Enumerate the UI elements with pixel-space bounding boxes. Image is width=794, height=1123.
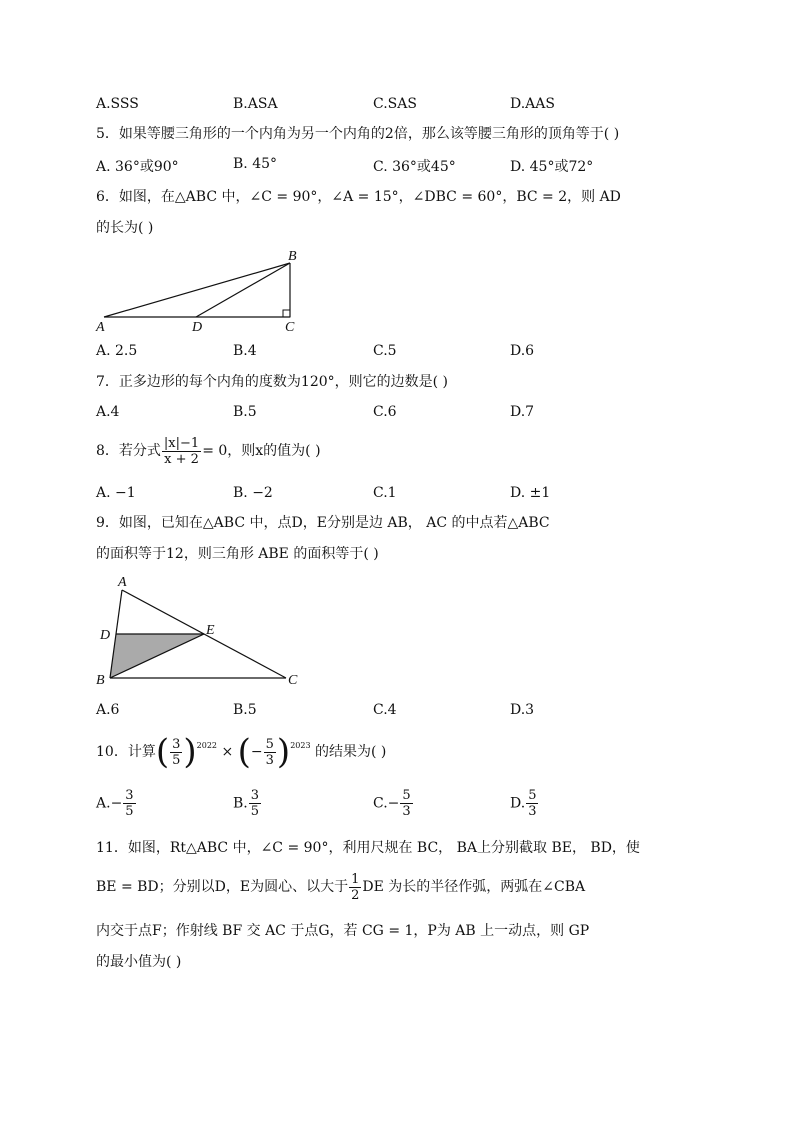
q8-option-b[interactable]: B. −2 xyxy=(233,485,273,501)
q11-half-denominator: 2 xyxy=(351,887,360,903)
q7-options xyxy=(96,404,696,426)
q5-option-a[interactable]: A. 36°或90° xyxy=(96,159,179,175)
q10-option-a-sign: − xyxy=(110,795,123,812)
q4-option-b[interactable]: B.ASA xyxy=(233,96,278,112)
q7-option-a[interactable]: A.4 xyxy=(96,404,120,420)
q10-option-a-label: A. xyxy=(96,795,111,812)
q9-option-d[interactable]: D.3 xyxy=(510,702,535,718)
q11-half-fraction xyxy=(349,872,361,903)
q5-option-b[interactable]: B. 45° xyxy=(233,156,278,172)
q10-f1-denominator: 5 xyxy=(172,752,181,768)
q10-option-b-num: 3 xyxy=(250,788,260,803)
q6-figure xyxy=(90,245,310,337)
q8-option-d[interactable]: D. ±1 xyxy=(510,485,551,501)
q9-label-c: C xyxy=(288,673,298,688)
q4-option-a[interactable]: A.SSS xyxy=(96,96,139,112)
q9-label-e: E xyxy=(206,623,215,638)
q11-line2-suffix: DE 为长的半径作弧，两弧在∠CBA xyxy=(362,879,586,895)
q9-option-c[interactable]: C.4 xyxy=(373,702,397,718)
q7-option-b[interactable]: B.5 xyxy=(233,404,257,420)
q9-label-b: B xyxy=(96,673,105,688)
q6-option-b[interactable]: B.4 xyxy=(233,343,257,359)
q10-options xyxy=(96,788,696,824)
q8-frac-numerator: |x|−1 xyxy=(163,435,200,451)
q5-options xyxy=(96,156,696,178)
q6-stem-line1: 6．如图，在△ABC 中，∠C = 90°，∠A = 15°，∠DBC = 60°，BC = 2，则 AD xyxy=(96,189,621,205)
q6-option-d[interactable]: D.6 xyxy=(510,343,535,359)
q8-option-c[interactable]: C.1 xyxy=(373,485,397,501)
q10-option-d-den: 3 xyxy=(528,804,537,819)
q10-exponent-2: 2023 xyxy=(290,741,311,750)
q10-option-d-fraction xyxy=(526,788,538,819)
q11-line3: 内交于点F；作射线 BF 交 AC 于点G，若 CG = 1，P为 AB 上一动点，则 GP xyxy=(96,923,590,939)
q7-option-c[interactable]: C.6 xyxy=(373,404,397,420)
q11-line2 xyxy=(96,869,585,907)
q10-stem xyxy=(96,732,386,774)
q10-f2-numerator: 5 xyxy=(265,736,274,752)
q5-stem: 5．如果等腰三角形的一个内角为另一个内角的2倍，那么该等腰三角形的顶角等于( ) xyxy=(96,126,620,142)
q11-half-numerator: 1 xyxy=(351,871,360,887)
q6-label-b: B xyxy=(288,249,297,264)
q9-stem-line1: 9．如图，已知在△ABC 中，点D，E分别是边 AB， AC 的中点若△ABC xyxy=(96,515,550,531)
q9-options xyxy=(96,702,696,724)
q10-option-c-num: 5 xyxy=(402,788,411,803)
q4-option-d[interactable]: D.AAS xyxy=(510,96,555,112)
q10-f1-numerator: 3 xyxy=(172,736,181,752)
q10-option-c-sign: − xyxy=(387,795,400,812)
q9-figure xyxy=(90,572,310,692)
q7-stem: 7．正多边形的每个内角的度数为120°，则它的边数是( ) xyxy=(96,374,449,390)
q10-option-a-den: 5 xyxy=(125,804,134,819)
q10-paren-open-1: ( xyxy=(155,732,170,772)
q10-option-c-den: 3 xyxy=(402,804,411,819)
q10-times: × xyxy=(221,744,234,760)
q10-f2-denominator: 3 xyxy=(265,752,274,768)
q10-fraction-1 xyxy=(170,737,182,768)
q8-frac-denominator: x + 2 xyxy=(164,451,199,467)
q10-option-d-label: D. xyxy=(510,795,526,812)
q9-option-b[interactable]: B.5 xyxy=(233,702,257,718)
q11-line2-prefix: BE = BD；分别以D，E为圆心、以大于 xyxy=(96,879,349,895)
q8-options xyxy=(96,485,696,507)
q6-label-c: C xyxy=(285,320,295,335)
q5-option-d[interactable]: D. 45°或72° xyxy=(510,159,594,175)
q9-label-a: A xyxy=(118,575,127,590)
q9-stem-line2: 的面积等于12，则三角形 ABE 的面积等于( ) xyxy=(96,546,379,562)
q10-stem-suffix: 的结果为( ) xyxy=(315,744,387,760)
q9-label-d: D xyxy=(100,628,111,643)
q10-paren-open-2: ( xyxy=(237,732,251,772)
q8-fraction xyxy=(162,436,201,467)
q7-option-d[interactable]: D.7 xyxy=(510,404,535,420)
q6-label-d: D xyxy=(192,320,203,335)
q10-paren-close-2: ) xyxy=(276,732,291,772)
q10-option-b-fraction xyxy=(249,788,261,819)
q10-option-c[interactable] xyxy=(373,788,414,819)
q5-option-c[interactable]: C. 36°或45° xyxy=(373,159,456,175)
q6-stem-line2: 的长为( ) xyxy=(96,220,154,236)
q6-option-a[interactable]: A. 2.5 xyxy=(96,343,138,359)
q6-option-c[interactable]: C.5 xyxy=(373,343,397,359)
q10-option-b-label: B. xyxy=(233,795,248,812)
q10-option-a-num: 3 xyxy=(125,788,134,803)
q11-line4: 的最小值为( ) xyxy=(96,954,182,970)
q10-exponent-1: 2022 xyxy=(196,741,217,750)
q10-fraction-2 xyxy=(264,737,276,768)
q6-label-a: A xyxy=(96,320,105,335)
q10-option-a-fraction xyxy=(123,788,135,819)
q8-stem xyxy=(96,433,321,471)
q8-option-a[interactable]: A. −1 xyxy=(96,485,136,501)
q10-stem-prefix: 10．计算 xyxy=(96,744,156,760)
q10-option-c-fraction xyxy=(400,788,412,819)
q4-option-c[interactable]: C.SAS xyxy=(373,96,417,112)
q10-option-c-label: C. xyxy=(373,795,388,812)
q10-option-d-num: 5 xyxy=(528,788,537,803)
q11-line1: 11．如图，Rt△ABC 中，∠C = 90°，利用尺规在 BC， BA上分别截取 BE， BD，使 xyxy=(96,840,640,856)
q10-option-b[interactable] xyxy=(233,788,262,819)
q8-stem-prefix: 8．若分式 xyxy=(96,443,161,459)
q10-paren-close-1: ) xyxy=(183,732,197,772)
q10-option-d[interactable] xyxy=(510,788,539,819)
q8-stem-suffix: = 0，则x的值为( ) xyxy=(202,443,321,459)
q4-options xyxy=(96,96,696,118)
q10-f2-sign: − xyxy=(250,744,263,760)
q10-option-b-den: 5 xyxy=(250,804,260,819)
q9-option-a[interactable]: A.6 xyxy=(96,702,120,718)
q6-options xyxy=(96,343,696,365)
q10-option-a[interactable] xyxy=(96,788,137,819)
